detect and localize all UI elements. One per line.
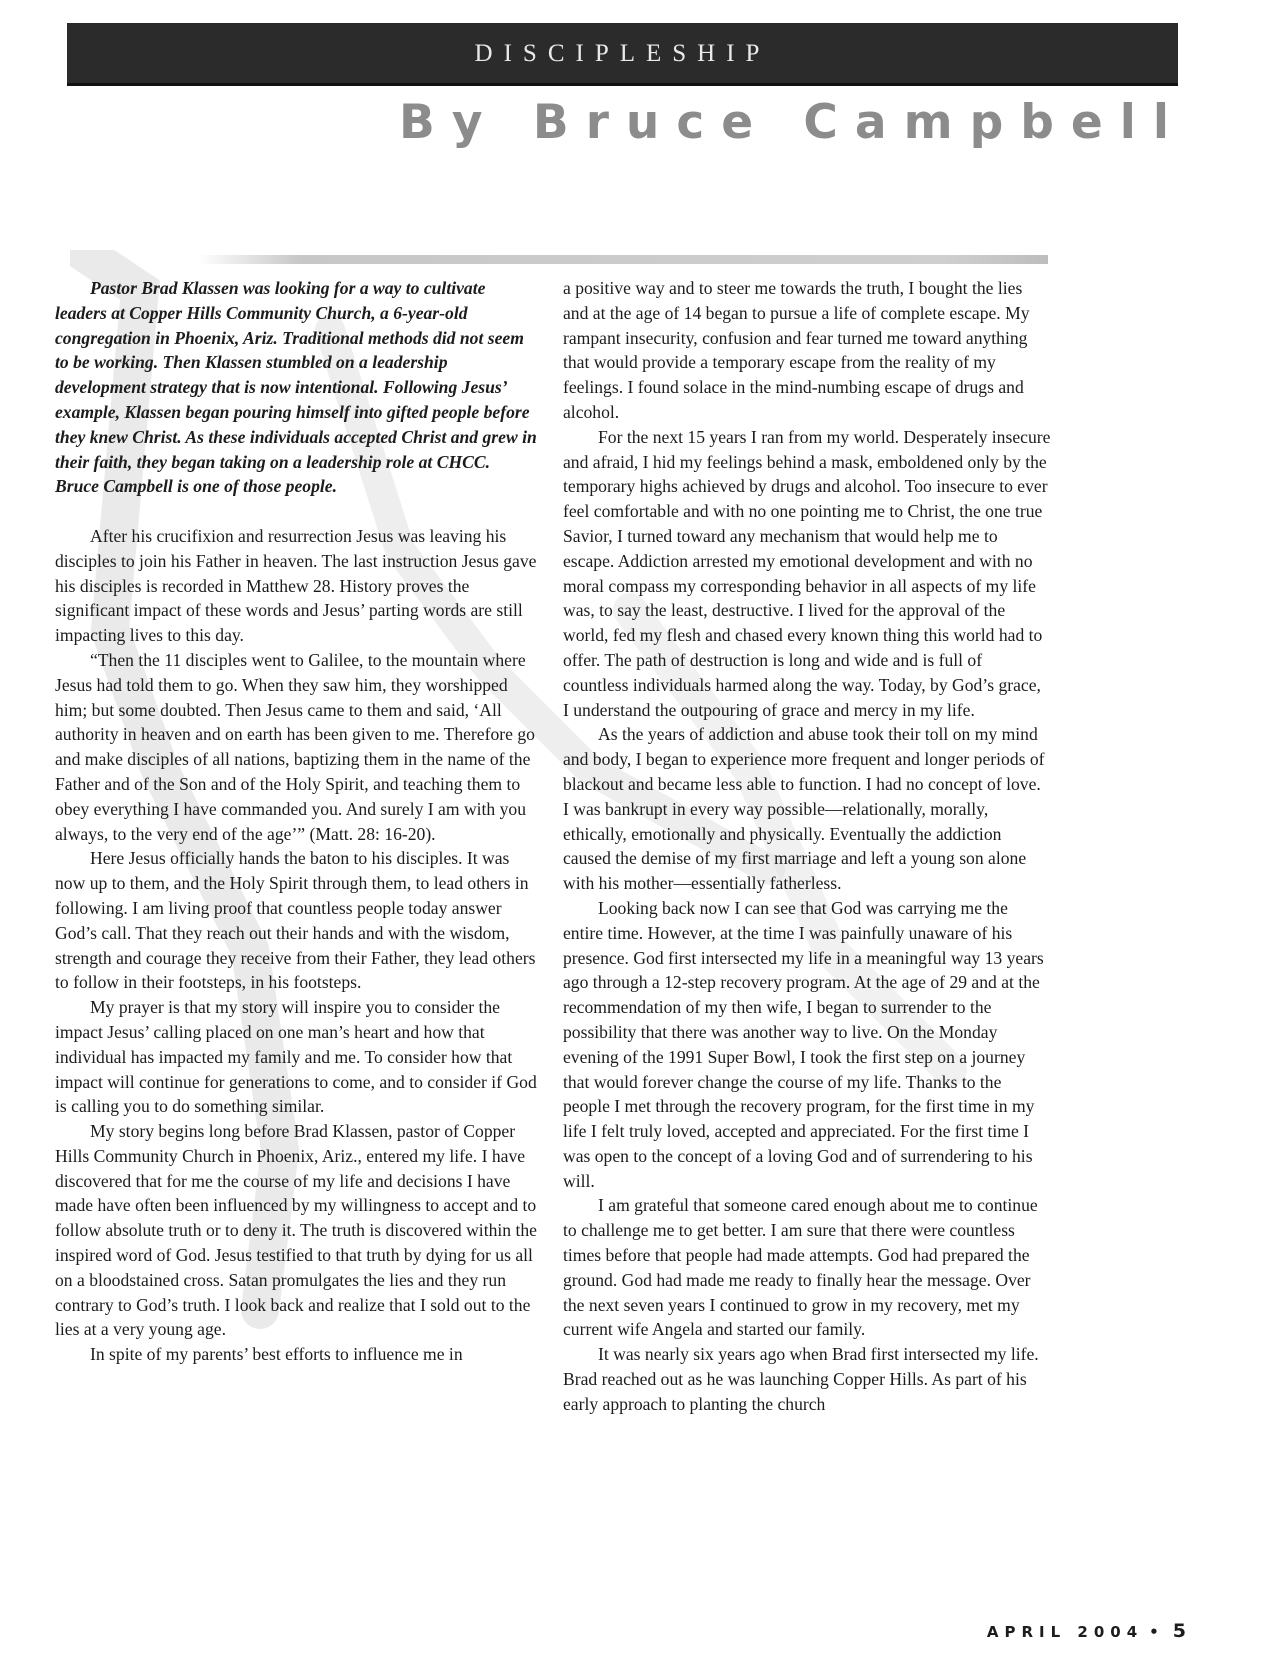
issue-date: APRIL 2004: [986, 1623, 1144, 1641]
section-label: DISCIPLESHIP: [474, 40, 771, 67]
continued-paragraph: a positive way and to steer me towards the truth, I bought the lies and at the age of 14 began to pursue a life of complete escape. My rampant insecurity, confusion and fear turned me toward anything that would provide a temporary escape from the reality of my feelings. I found solace in the mind-numbing escape of drugs and alcohol.: [563, 278, 1030, 422]
body-paragraph: After his crucifixion and resurrection Jesus was leaving his disciples to join his Father in heaven. The last instruction Jesus gave his disciples is recorded in Matthew 28. History proves the significant impact of these words and Jesus’ parting words are still impacting lives to this day.: [55, 525, 537, 646]
body-paragraph: It was nearly six years ago when Brad first intersected my life. Brad reached out as he was launching Copper Hills. As part of his early approach to planting the church: [563, 1344, 1039, 1414]
body-paragraph: In spite of my parents’ best efforts to influence me in: [90, 1344, 463, 1365]
body-paragraph: Here Jesus officially hands the baton to his disciples. It was now up to them, and the Holy Spirit through them, to lead others in following. I am living proof that countless people today answer God’s call. That they reach out their hands and with the wisdom, strength and courage they receive from their Father, they lead others to follow in their footsteps, in his footsteps.: [55, 848, 536, 993]
body-paragraph: Looking back now I can see that God was carrying me the entire time. However, at the time I was painfully unaware of his presence. God first intersected my life in a meaningful way 13 years ago through a 12-step recovery program. At the age of 29 and at the recommendation of my then wife, I began to surrender to the possibility that there was another way to live. On the Monday evening of the 1991 Super Bowl, I took the first step on a journey that would forever change the course of my life. Thanks to the people I met through the recovery program, for the first time in my life I felt truly loved, accepted and appreciated. For the first time I was open to the concept of a loving God and of surrendering to his will.: [563, 897, 1044, 1191]
article-column-right: [563, 276, 1051, 1417]
section-header-bar: [67, 23, 1178, 86]
body-paragraph: My prayer is that my story will inspire you to consider the impact Jesus’ calling placed on one man’s heart and how that individual has impacted my family and me. To consider how that impact will continue for generations to come, and to consider if God is calling you to do something similar.: [55, 997, 537, 1117]
body-paragraph: My story begins long before Brad Klassen, pastor of Copper Hills Community Church in Phoenix, Ariz., entered my life. I have discovered that for me the course of my life and decisions I have made have often been influenced by my willingness to accept and to follow absolute truth or to deny it. The truth is discovered within the inspired word of God. Jesus testified to that truth by dying for us all on a bloodstained cross. Satan promulgates the lies and they run contrary to God’s truth. I look back and realize that I sold out to the lies at a very young age.: [55, 1121, 537, 1340]
byline: By Bruce Campbell: [399, 95, 1186, 150]
footer-separator: •: [1149, 1623, 1165, 1641]
article-column-left: [55, 276, 537, 1367]
body-paragraph: As the years of addiction and abuse took their toll on my mind and body, I began to experience more frequent and longer periods of blackout and became less able to function. I had no concept of love. I was bankrupt in every way possible—relationally, morally, ethically, emotionally and physically. Eventually the addiction caused the demise of my first marriage and left a young son alone with his mother—essentially fatherless.: [563, 724, 1045, 894]
intro-paragraph: Pastor Brad Klassen was looking for a way to cultivate leaders at Copper Hills Community Church, a 6-year-old congregation in Phoenix, Ariz. Traditional methods did not seem to be working. Then Klassen stumbled on a leadership development strategy that is now intentional. Following Jesus’ example, Klassen began pouring himself into gifted people before they knew Christ. As these individuals accepted Christ and grew in their faith, they began taking on a leadership role at CHCC. Bruce Campbell is one of those people.: [55, 278, 537, 497]
page-footer: [987, 1620, 1186, 1642]
body-paragraph: I am grateful that someone cared enough about me to continue to challenge me to get better. I am sure that there were countless times before that people had made attempts. God had prepared the ground. God had made me ready to finally hear the message. Over the next seven years I continued to grow in my recovery, met my current wife Angela and started our family.: [563, 1195, 1038, 1340]
body-paragraph: “Then the 11 disciples went to Galilee, to the mountain where Jesus had told them to go. When they saw him, they worshipped him; but some doubted. Then Jesus came to them and said, ‘All authority in heaven and on earth has been given to me. Therefore go and make disciples of all nations, baptizing them in the name of the Father and of the Son and of the Holy Spirit, and teaching them to obey everything I have commanded you. And surely I am with you always, to the very end of the age’” (Matt. 28: 16-20).: [55, 649, 535, 844]
page-number: 5: [1172, 1620, 1186, 1642]
intro-rule: [198, 255, 1048, 264]
body-paragraph: For the next 15 years I ran from my world. Desperately insecure and afraid, I hid my feelings behind a mask, emboldened only by the temporary highs achieved by drugs and alcohol. Too insecure to ever feel comfortable and with no one pointing me to Christ, the one true Savior, I turned toward any mechanism that would help me to escape. Addiction arrested my emotional development and with no moral compass my corresponding behavior in all aspects of my life was, to say the least, destructive. I lived for the approval of the world, fed my flesh and chased every known thing this world had to offer. The path of destruction is long and wide and is full of countless individuals harmed along the way. Today, by God’s grace, I understand the outpouring of grace and mercy in my life.: [563, 426, 1051, 720]
